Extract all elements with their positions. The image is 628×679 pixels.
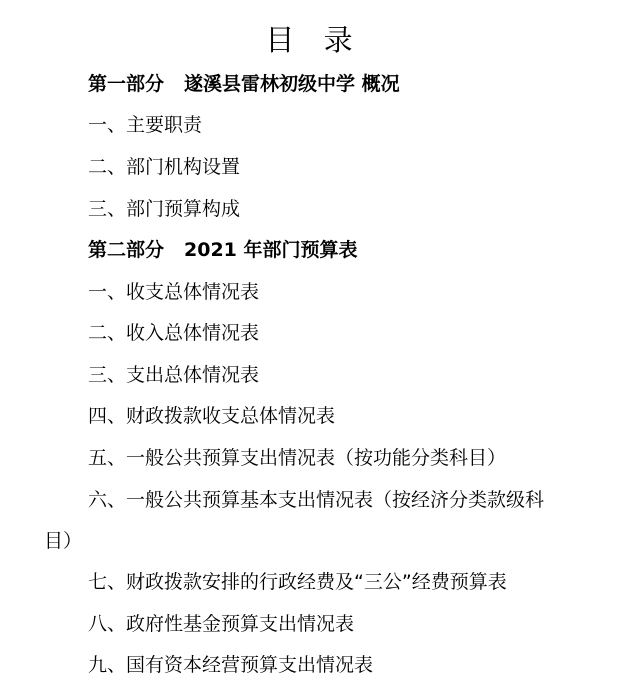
toc-item: 二、收入总体情况表 <box>88 322 260 344</box>
part1-name: 遂溪县雷林初级中学 概况 <box>184 73 400 95</box>
part2-label: 第二部分 <box>88 239 165 261</box>
part1-heading <box>88 70 400 98</box>
toc-item: 二、部门机构设置 <box>88 156 241 178</box>
toc-item: 七、财政拨款安排的行政经费及“三公”经费预算表 <box>88 571 507 593</box>
toc-item: 九、国有资本经营预算支出情况表 <box>88 654 374 676</box>
toc-item: 一、收支总体情况表 <box>88 281 260 303</box>
part2-heading <box>88 236 358 264</box>
toc-item: 六、一般公共预算基本支出情况表（按经济分类款级科 <box>88 489 545 511</box>
toc-item-continuation: 目） <box>44 530 83 552</box>
toc-item: 一、主要职责 <box>88 114 203 136</box>
toc-item: 五、一般公共预算支出情况表（按功能分类科目） <box>88 447 507 469</box>
toc-item: 四、财政拨款收支总体情况表 <box>88 405 336 427</box>
toc-item: 三、支出总体情况表 <box>88 364 260 386</box>
toc-item: 三、部门预算构成 <box>88 198 241 220</box>
toc-title: 目 录 <box>265 23 363 57</box>
toc-item: 八、政府性基金预算支出情况表 <box>88 613 355 635</box>
part2-name: 2021 年部门预算表 <box>184 239 358 261</box>
part1-label: 第一部分 <box>88 73 165 95</box>
